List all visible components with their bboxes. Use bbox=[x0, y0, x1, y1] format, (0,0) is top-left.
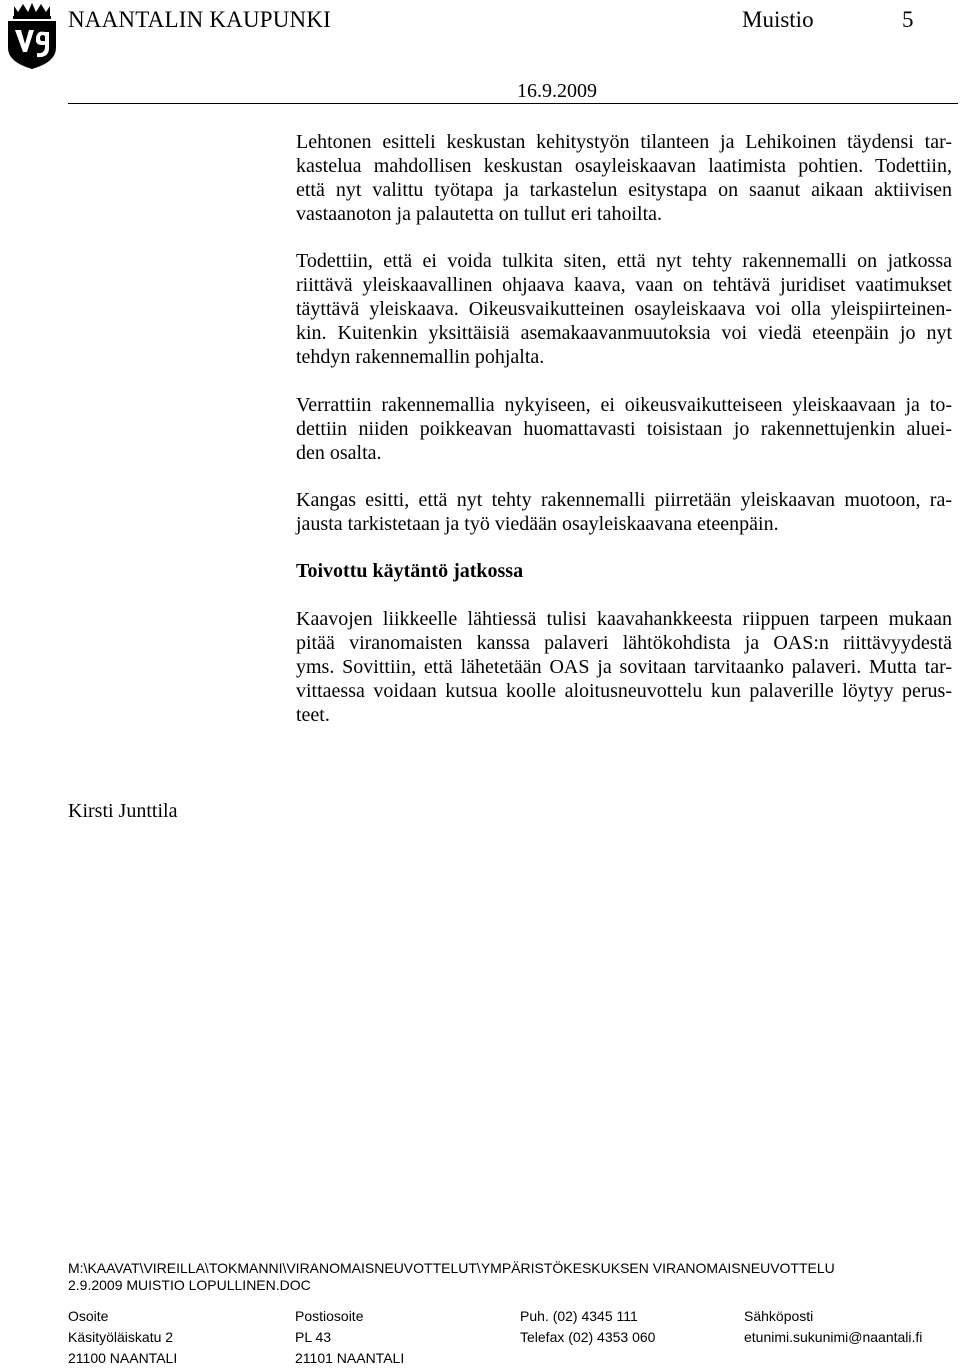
section-paragraph bbox=[296, 607, 952, 727]
footer-phone-number: Puh. (02) 4345 111 bbox=[520, 1308, 638, 1324]
signature-name: Kirsti Junttila bbox=[68, 800, 178, 822]
paragraph-4 bbox=[296, 488, 952, 536]
section-heading: Toivottu käytäntö jatkossa bbox=[296, 560, 524, 582]
file-path-line: 2.9.2009 MUISTIO LOPULLINEN.DOC bbox=[68, 1277, 311, 1293]
paragraph-line: Todettiin, että ei voida tulkita siten, että nyt tehty rakennemalli on jatkossa bbox=[296, 250, 952, 272]
paragraph-line: Lehtonen esitteli keskustan kehitystyön tilanteen ja Lehikoinen täydensi tar- bbox=[296, 131, 952, 153]
paragraph-line: teet. bbox=[296, 704, 330, 726]
document-type: Muistio bbox=[742, 7, 814, 32]
paragraph-line: kastelua mahdollisen keskustan osayleiskaavan laatimista pohtien. Todettiin, bbox=[296, 155, 952, 177]
paragraph-line: Kangas esitti, että nyt tehty rakennemalli piirretään yleiskaavan muotoon, ra- bbox=[296, 489, 952, 511]
paragraph-line: kin. Kuitenkin yksittäisiä asemakaavanmuutoksia voi viedä eteenpäin jo nyt bbox=[296, 322, 952, 344]
paragraph-line: yms. Sovittiin, että lähetetään OAS ja sovitaan tarvitaanko palaveri. Mutta tar- bbox=[296, 656, 952, 678]
footer-postal-box: PL 43 bbox=[295, 1329, 332, 1345]
footer-email-label: Sähköposti bbox=[744, 1308, 814, 1324]
paragraph-line: Verrattiin rakennemallia nykyiseen, ei oikeusvaikutteiseen yleiskaavaan ja to- bbox=[296, 394, 952, 416]
footer-address-street: Käsityöläiskatu 2 bbox=[68, 1329, 174, 1345]
paragraph-line: jausta tarkistetaan ja työ viedään osayleiskaavana eteenpäin. bbox=[296, 513, 779, 535]
naantali-coat-of-arms-icon bbox=[4, 2, 60, 70]
footer-address-label: Osoite bbox=[68, 1308, 109, 1324]
footer-address-city: 21100 NAANTALI bbox=[68, 1350, 178, 1366]
paragraph-line: että nyt valittu työtapa ja tarkastelun esitystapa on saanut aikaan aktiivisen bbox=[296, 179, 952, 201]
paragraph-line: tehdyn rakennemallin pohjalta. bbox=[296, 346, 545, 368]
footer-postal-label: Postiosoite bbox=[295, 1308, 364, 1324]
footer-email-address: etunimi.sukunimi@naantali.fi bbox=[744, 1329, 923, 1345]
paragraph-line: vittaessa voidaan kutsua koolle aloitusneuvottelu kun palaverille löytyy perus- bbox=[296, 680, 952, 702]
paragraph-line: vastaanoton ja palautetta on tullut eri tahoilta. bbox=[296, 203, 662, 225]
paragraph-line: Kaavojen liikkeelle lähtiessä tulisi kaavahankkeesta riippuen tarpeen mukaan bbox=[296, 608, 952, 630]
header-divider bbox=[68, 103, 958, 104]
footer-fax-number: Telefax (02) 4353 060 bbox=[520, 1329, 656, 1345]
file-path bbox=[68, 1260, 835, 1294]
footer-email bbox=[744, 1306, 922, 1348]
paragraph-line: den osalta. bbox=[296, 442, 382, 464]
paragraph-line: dettiin niiden poikkeavan huomattavasti toisistaan jo rakennettujenkin aluei- bbox=[296, 418, 952, 440]
paragraph-1 bbox=[296, 130, 952, 226]
document-date: 16.9.2009 bbox=[517, 80, 597, 102]
organization-name: NAANTALIN KAUPUNKI bbox=[68, 7, 332, 32]
paragraph-line: täyttävä yleiskaava. Oikeusvaikutteinen osayleiskaava voi olla yleispiirteinen- bbox=[296, 298, 952, 320]
paragraph-2 bbox=[296, 249, 952, 369]
file-path-line: M:\KAAVAT\VIREILLA\TOKMANNI\VIRANOMAISNEUVOTTELUT\YMPÄRISTÖKESKUKSEN VIRANOMAISNEUVOTTELU bbox=[68, 1260, 835, 1276]
paragraph-3 bbox=[296, 393, 952, 465]
footer-postal-city: 21101 NAANTALI bbox=[295, 1350, 405, 1366]
footer-phone bbox=[520, 1306, 655, 1348]
paragraph-line: pitää viranomaisten kanssa palaveri lähtökohdista ja OAS:n riittävyydestä bbox=[296, 632, 952, 654]
paragraph-line: riittävä yleiskaavallinen ohjaava kaava, vaan on tehtävä juridiset vaatimukset bbox=[296, 274, 952, 296]
page-number: 5 bbox=[902, 7, 914, 32]
